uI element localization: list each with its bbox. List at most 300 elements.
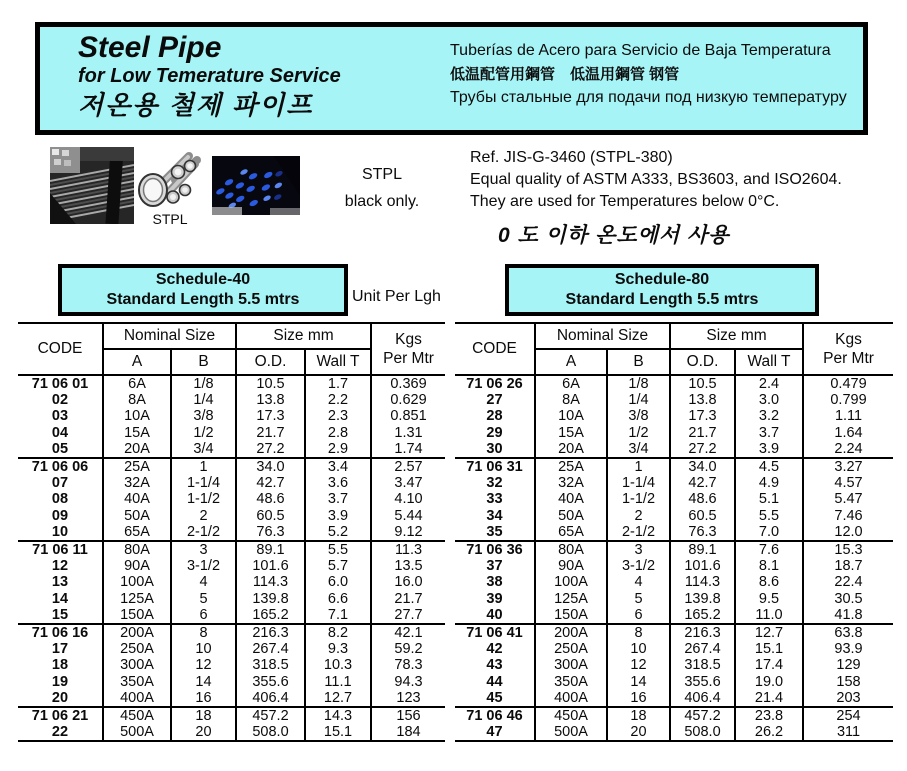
- nominal-b-cell: 4: [171, 574, 236, 590]
- table-row: [18, 541, 445, 558]
- kgs-per-mtr-cell: 16.0: [394, 574, 423, 591]
- nominal-a-cell: 15A: [103, 425, 171, 441]
- table-row: [18, 408, 445, 424]
- od-cell: 21.7: [236, 425, 305, 441]
- wall-t-cell: 3.9: [305, 508, 371, 524]
- nominal-a-cell: 150A: [103, 607, 171, 624]
- nominal-a-cell: 25A: [103, 458, 171, 475]
- kgs-per-mtr-cell: 0.479: [830, 376, 867, 392]
- reference-block: [470, 147, 890, 249]
- wall-t-cell: 4.9: [735, 475, 803, 491]
- table-row: [455, 657, 893, 673]
- code-cell: 44: [455, 674, 535, 690]
- col-header-code: CODE: [18, 323, 103, 375]
- col-header-b: B: [171, 349, 236, 375]
- wall-t-cell: 2.9: [305, 441, 371, 458]
- nominal-a-cell: 40A: [103, 491, 171, 507]
- wall-t-cell: 15.1: [735, 641, 803, 657]
- od-cell: 48.6: [670, 491, 735, 507]
- col-header-nominal-size: Nominal Size: [103, 323, 236, 349]
- table-row: [455, 441, 893, 458]
- nominal-b-cell: 1/2: [607, 425, 670, 441]
- nominal-b-cell: 3/8: [171, 408, 236, 424]
- banner-right: [450, 27, 847, 130]
- code-cell: 71 06 26: [455, 375, 535, 392]
- code-cell: 71 06 11: [18, 541, 103, 558]
- kgs-per-mtr-cell: 63.8: [803, 624, 893, 641]
- od-cell: 27.2: [236, 441, 305, 458]
- od-cell: 355.6: [236, 674, 305, 690]
- wall-t-cell: 7.6: [735, 541, 803, 558]
- nominal-a-cell: 90A: [103, 558, 171, 574]
- code-cell: 34: [455, 508, 535, 524]
- nominal-b-cell: 1/4: [171, 392, 236, 408]
- schedule40-table: [18, 322, 445, 742]
- code-cell: 17: [18, 641, 103, 657]
- nominal-b-cell: 16: [171, 690, 236, 707]
- schedule40-subtitle: Standard Length 5.5 mtrs: [106, 291, 300, 308]
- nominal-a-cell: 450A: [103, 707, 171, 724]
- od-cell: 114.3: [236, 574, 305, 590]
- od-cell: 34.0: [236, 458, 305, 475]
- nominal-b-cell: 10: [607, 641, 670, 657]
- code-cell: 02: [18, 392, 103, 408]
- col-header-wall-t: Wall T: [305, 349, 371, 375]
- photo-pipe-warehouse: [50, 147, 134, 224]
- kgs-per-mtr-cell: 12.0: [834, 523, 863, 540]
- wall-t-cell: 2.8: [305, 425, 371, 441]
- code-cell: 35: [455, 524, 535, 541]
- kgs-line2: Per Mtr: [823, 350, 874, 367]
- wall-t-cell: 6.6: [305, 591, 371, 607]
- nominal-a-cell: 100A: [103, 574, 171, 590]
- title-cjk: 低温配管用鋼管 低温用鋼管 钢管: [450, 66, 680, 83]
- od-cell: 48.6: [236, 491, 305, 507]
- nominal-b-cell: 14: [607, 674, 670, 690]
- nominal-b-cell: 3-1/2: [607, 558, 670, 574]
- nominal-b-cell: 6: [171, 607, 236, 624]
- od-cell: 139.8: [236, 591, 305, 607]
- table-row: [18, 707, 445, 724]
- nominal-a-cell: 40A: [535, 491, 607, 507]
- table-row: [455, 425, 893, 441]
- od-cell: 267.4: [236, 641, 305, 657]
- nominal-a-cell: 80A: [103, 541, 171, 558]
- nominal-a-cell: 65A: [103, 524, 171, 541]
- code-cell: 15: [18, 607, 103, 624]
- kgs-per-mtr-cell: 1.11: [834, 408, 863, 425]
- col-header-kgs-per-mtr: [371, 323, 445, 375]
- nominal-b-cell: 2-1/2: [607, 524, 670, 541]
- table-row: [455, 491, 893, 507]
- kgs-per-mtr-cell: 184: [396, 724, 421, 741]
- wall-t-cell: 5.5: [735, 508, 803, 524]
- od-cell: 10.5: [236, 375, 305, 392]
- wall-t-cell: 11.0: [735, 607, 803, 624]
- code-cell: 03: [18, 408, 103, 424]
- nominal-a-cell: 200A: [535, 624, 607, 641]
- code-cell: 32: [455, 475, 535, 491]
- wall-t-cell: 3.7: [305, 491, 371, 507]
- wall-t-cell: 26.2: [735, 724, 803, 741]
- nominal-a-cell: 350A: [535, 674, 607, 690]
- stpl-note-line1: STPL: [361, 166, 402, 183]
- nominal-b-cell: 5: [171, 591, 236, 607]
- table-row: [18, 574, 445, 590]
- od-cell: 76.3: [236, 524, 305, 541]
- nominal-b-cell: 1/2: [171, 425, 236, 441]
- od-cell: 89.1: [236, 541, 305, 558]
- nominal-b-cell: 1-1/4: [607, 475, 670, 491]
- unit-label-underlined: g: [423, 288, 433, 305]
- wall-t-cell: 9.3: [305, 641, 371, 657]
- code-cell: 37: [455, 558, 535, 574]
- table-row: [455, 408, 893, 424]
- nominal-a-cell: 32A: [103, 475, 171, 491]
- table-row: [455, 574, 893, 590]
- nominal-a-cell: 350A: [103, 674, 171, 690]
- wall-t-cell: 7.0: [735, 524, 803, 541]
- kgs-per-mtr-cell: 13.5: [394, 558, 423, 575]
- nominal-a-cell: 250A: [103, 641, 171, 657]
- nominal-b-cell: 20: [171, 724, 236, 741]
- nominal-b-cell: 6: [607, 607, 670, 624]
- code-cell: 12: [18, 558, 103, 574]
- nominal-a-cell: 10A: [535, 408, 607, 424]
- code-cell: 18: [18, 657, 103, 673]
- kgs-per-mtr-cell: 158: [836, 673, 861, 690]
- code-cell: 13: [18, 574, 103, 590]
- od-cell: 10.5: [670, 375, 735, 392]
- code-cell: 71 06 21: [18, 707, 103, 724]
- wall-t-cell: 3.9: [735, 441, 803, 458]
- table-row: [455, 508, 893, 524]
- wall-t-cell: 2.3: [305, 408, 371, 424]
- equal-quality: Equal quality of ASTM A333, BS3603, and ISO2604.: [470, 171, 842, 188]
- stpl-note-line2: black only.: [344, 193, 420, 210]
- kgs-per-mtr-cell: 2.57: [371, 458, 445, 475]
- nominal-b-cell: 18: [171, 707, 236, 724]
- col-header-size-mm: Size mm: [236, 323, 371, 349]
- table-row: [18, 690, 445, 707]
- col-header-size-mm: Size mm: [670, 323, 803, 349]
- nominal-b-cell: 1: [607, 458, 670, 475]
- table-row: [455, 624, 893, 641]
- code-cell: 42: [455, 641, 535, 657]
- od-cell: 76.3: [670, 524, 735, 541]
- nominal-b-cell: 16: [607, 690, 670, 707]
- code-cell: 45: [455, 690, 535, 707]
- col-header-code: CODE: [455, 323, 535, 375]
- code-cell: 38: [455, 574, 535, 590]
- nominal-a-cell: 6A: [103, 375, 171, 392]
- col-header-wall-t: Wall T: [735, 349, 803, 375]
- od-cell: 42.7: [236, 475, 305, 491]
- kgs-per-mtr-cell: 42.1: [371, 624, 445, 641]
- wall-t-cell: 23.8: [735, 707, 803, 724]
- nominal-b-cell: 18: [607, 707, 670, 724]
- nominal-a-cell: 15A: [535, 425, 607, 441]
- title-korean: 저온용 철제 파이프: [78, 90, 314, 120]
- nominal-a-cell: 450A: [535, 707, 607, 724]
- kgs-per-mtr-cell: 3.27: [803, 458, 893, 475]
- nominal-b-cell: 1/4: [607, 392, 670, 408]
- table-row: [455, 724, 893, 741]
- table-row: [455, 524, 893, 541]
- table-row: [18, 558, 445, 574]
- od-cell: 60.5: [670, 508, 735, 524]
- kgs-per-mtr-cell: 30.5: [834, 590, 863, 607]
- col-header-od: O.D.: [670, 349, 735, 375]
- schedule80-table-wrap: [455, 322, 893, 742]
- code-cell: 19: [18, 674, 103, 690]
- od-cell: 21.7: [670, 425, 735, 441]
- nominal-a-cell: 300A: [103, 657, 171, 673]
- kgs-per-mtr-cell: 15.3: [803, 541, 893, 558]
- wall-t-cell: 12.7: [305, 690, 371, 707]
- nominal-a-cell: 20A: [535, 441, 607, 458]
- col-header-od: O.D.: [236, 349, 305, 375]
- table-row: [455, 541, 893, 558]
- wall-t-cell: 7.1: [305, 607, 371, 624]
- nominal-a-cell: 20A: [103, 441, 171, 458]
- nominal-b-cell: 2: [171, 508, 236, 524]
- nominal-a-cell: 400A: [535, 690, 607, 707]
- kgs-per-mtr-cell: 21.7: [394, 590, 423, 607]
- table-row: [455, 375, 893, 392]
- code-cell: 43: [455, 657, 535, 673]
- code-cell: 71 06 46: [455, 707, 535, 724]
- wall-t-cell: 3.0: [735, 392, 803, 408]
- od-cell: 13.8: [670, 392, 735, 408]
- table-row: [455, 674, 893, 690]
- od-cell: 101.6: [670, 558, 735, 574]
- code-cell: 71 06 31: [455, 458, 535, 475]
- usage-note-korean: 0 도 이하 온도에서 사용: [498, 224, 730, 247]
- code-cell: 28: [455, 408, 535, 424]
- nominal-a-cell: 10A: [103, 408, 171, 424]
- photo-bundle-caption: STPL: [152, 211, 188, 227]
- wall-t-cell: 8.2: [305, 624, 371, 641]
- unit-label-pre: Unit Per L: [352, 288, 424, 305]
- nominal-b-cell: 8: [607, 624, 670, 641]
- od-cell: 508.0: [236, 724, 305, 741]
- nominal-b-cell: 1-1/4: [171, 475, 236, 491]
- nominal-a-cell: 25A: [535, 458, 607, 475]
- code-cell: 22: [18, 724, 103, 741]
- table-row: [18, 491, 445, 507]
- photo-blue-pipes: [212, 156, 300, 215]
- kgs-per-mtr-cell: 3.47: [394, 475, 423, 492]
- wall-t-cell: 5.2: [305, 524, 371, 541]
- schedule80-title: Schedule-80: [614, 271, 710, 288]
- table-row: [18, 392, 445, 408]
- od-cell: 27.2: [670, 441, 735, 458]
- wall-t-cell: 19.0: [735, 674, 803, 690]
- table-row: [18, 607, 445, 624]
- kgs-per-mtr-cell: 1.31: [394, 424, 423, 441]
- code-cell: 05: [18, 441, 103, 458]
- stpl-note: [330, 161, 434, 215]
- kgs-per-mtr-cell: 311: [836, 724, 861, 741]
- nominal-b-cell: 3: [171, 541, 236, 558]
- nominal-a-cell: 50A: [535, 508, 607, 524]
- nominal-a-cell: 200A: [103, 624, 171, 641]
- kgs-per-mtr-cell: 4.57: [834, 475, 863, 492]
- kgs-per-mtr-cell: 0.629: [390, 392, 427, 409]
- col-header-nominal-size: Nominal Size: [535, 323, 670, 349]
- code-cell: 27: [455, 392, 535, 408]
- od-cell: 101.6: [236, 558, 305, 574]
- od-cell: 89.1: [670, 541, 735, 558]
- nominal-b-cell: 10: [171, 641, 236, 657]
- wall-t-cell: 3.4: [305, 458, 371, 475]
- kgs-per-mtr-cell: 93.9: [834, 641, 863, 658]
- wall-t-cell: 8.1: [735, 558, 803, 574]
- table-row: [455, 475, 893, 491]
- od-cell: 165.2: [236, 607, 305, 624]
- title-russian: Трубы стальные для подачи под низкую температуру: [450, 89, 847, 106]
- nominal-a-cell: 250A: [535, 641, 607, 657]
- schedule80-subtitle: Standard Length 5.5 mtrs: [565, 291, 759, 308]
- wall-t-cell: 9.5: [735, 591, 803, 607]
- kgs-per-mtr-cell: 41.8: [834, 606, 863, 623]
- od-cell: 17.3: [236, 408, 305, 424]
- photo-pipe-bundle: [137, 150, 203, 211]
- wall-t-cell: 14.3: [305, 707, 371, 724]
- nominal-b-cell: 4: [607, 574, 670, 590]
- table-row: [18, 724, 445, 741]
- od-cell: 60.5: [236, 508, 305, 524]
- table-row: [18, 441, 445, 458]
- nominal-b-cell: 1/8: [171, 375, 236, 392]
- nominal-b-cell: 2: [607, 508, 670, 524]
- code-cell: 71 06 06: [18, 458, 103, 475]
- banner-left: [40, 27, 450, 130]
- table-row: [455, 707, 893, 724]
- code-cell: 20: [18, 690, 103, 707]
- nominal-b-cell: 5: [607, 591, 670, 607]
- wall-t-cell: 3.2: [735, 408, 803, 424]
- wall-t-cell: 1.7: [305, 375, 371, 392]
- od-cell: 17.3: [670, 408, 735, 424]
- table-row: [455, 607, 893, 624]
- od-cell: 267.4: [670, 641, 735, 657]
- nominal-a-cell: 500A: [103, 724, 171, 741]
- kgs-per-mtr-cell: 1.64: [834, 424, 863, 441]
- od-cell: 457.2: [670, 707, 735, 724]
- table-row: [18, 524, 445, 541]
- table-row: [455, 690, 893, 707]
- table-row: [455, 641, 893, 657]
- wall-t-cell: 21.4: [735, 690, 803, 707]
- code-cell: 39: [455, 591, 535, 607]
- nominal-a-cell: 125A: [535, 591, 607, 607]
- title-spanish: Tuberías de Acero para Servicio de Baja Temperatura: [450, 42, 831, 59]
- kgs-per-mtr-cell: 9.12: [394, 523, 423, 540]
- kgs-per-mtr-cell: 0.369: [390, 376, 427, 392]
- table-row: [18, 641, 445, 657]
- code-cell: 71 06 16: [18, 624, 103, 641]
- ref-standard: Ref. JIS-G-3460 (STPL-380): [470, 149, 673, 166]
- code-cell: 14: [18, 591, 103, 607]
- nominal-b-cell: 8: [171, 624, 236, 641]
- od-cell: 114.3: [670, 574, 735, 590]
- kgs-per-mtr-cell: 59.2: [394, 641, 423, 658]
- table-row: [18, 425, 445, 441]
- table-row: [18, 624, 445, 641]
- code-cell: 07: [18, 475, 103, 491]
- wall-t-cell: 5.1: [735, 491, 803, 507]
- nominal-a-cell: 80A: [535, 541, 607, 558]
- usage-note: They are used for Temperatures below 0°C.: [470, 193, 780, 210]
- table-row: [18, 508, 445, 524]
- code-cell: 30: [455, 441, 535, 458]
- subtitle-english: for Low Temerature Service: [78, 65, 341, 87]
- nominal-a-cell: 500A: [535, 724, 607, 741]
- schedule80-box: [505, 264, 819, 316]
- wall-t-cell: 12.7: [735, 624, 803, 641]
- kgs-per-mtr-cell: 254: [803, 707, 893, 724]
- code-cell: 71 06 41: [455, 624, 535, 641]
- kgs-per-mtr-cell: 11.3: [371, 541, 445, 558]
- nominal-b-cell: 1/8: [607, 375, 670, 392]
- nominal-a-cell: 8A: [103, 392, 171, 408]
- code-cell: 29: [455, 425, 535, 441]
- table-row: [455, 458, 893, 475]
- nominal-a-cell: 100A: [535, 574, 607, 590]
- schedule80-table: [455, 322, 893, 742]
- kgs-per-mtr-cell: 27.7: [394, 606, 423, 623]
- wall-t-cell: 2.4: [735, 375, 803, 392]
- wall-t-cell: 3.6: [305, 475, 371, 491]
- nominal-a-cell: 150A: [535, 607, 607, 624]
- kgs-per-mtr-cell: 203: [836, 689, 861, 706]
- kgs-line1: Kgs: [835, 331, 862, 348]
- nominal-a-cell: 90A: [535, 558, 607, 574]
- wall-t-cell: 3.7: [735, 425, 803, 441]
- kgs-per-mtr-cell: 22.4: [834, 574, 863, 591]
- nominal-b-cell: 1-1/2: [607, 491, 670, 507]
- table-row: [18, 458, 445, 475]
- table-row: [455, 591, 893, 607]
- schedule40-box: [58, 264, 348, 316]
- nominal-b-cell: 3-1/2: [171, 558, 236, 574]
- nominal-a-cell: 32A: [535, 475, 607, 491]
- unit-label-post: h: [432, 288, 441, 305]
- od-cell: 318.5: [670, 657, 735, 673]
- code-cell: 09: [18, 508, 103, 524]
- od-cell: 34.0: [670, 458, 735, 475]
- nominal-a-cell: 300A: [535, 657, 607, 673]
- wall-t-cell: 5.5: [305, 541, 371, 558]
- kgs-per-mtr-cell: 5.47: [834, 491, 863, 508]
- nominal-b-cell: 1: [171, 458, 236, 475]
- nominal-b-cell: 14: [171, 674, 236, 690]
- unit-per-length-label: [352, 288, 441, 306]
- col-header-a: A: [535, 349, 607, 375]
- nominal-b-cell: 2-1/2: [171, 524, 236, 541]
- schedule40-table-wrap: [18, 322, 445, 742]
- col-header-b: B: [607, 349, 670, 375]
- od-cell: 508.0: [670, 724, 735, 741]
- wall-t-cell: 8.6: [735, 574, 803, 590]
- code-cell: 33: [455, 491, 535, 507]
- nominal-b-cell: 20: [607, 724, 670, 741]
- code-cell: 71 06 01: [18, 375, 103, 392]
- wall-t-cell: 17.4: [735, 657, 803, 673]
- od-cell: 42.7: [670, 475, 735, 491]
